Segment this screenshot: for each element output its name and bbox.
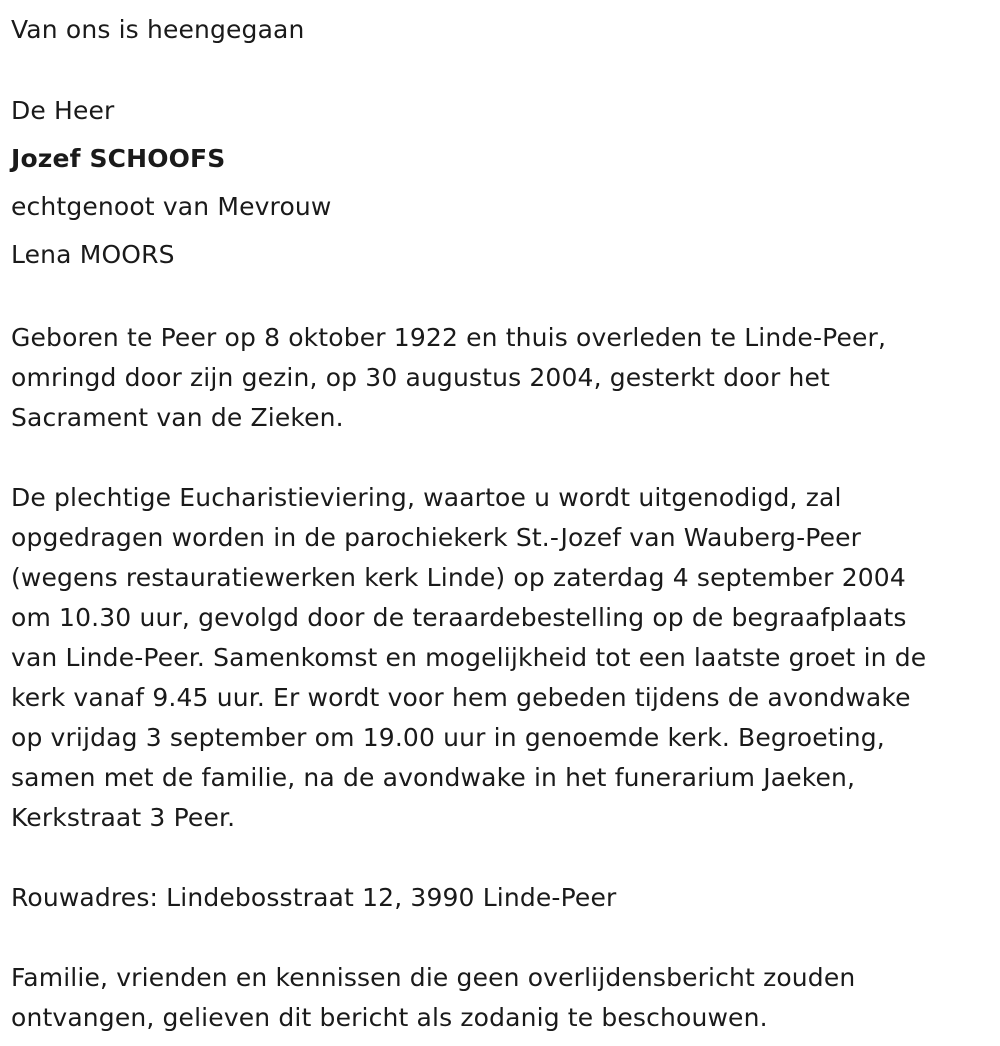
paragraph-line: (wegens restauratiewerken kerk Linde) op zaterdag 4 september 2004 xyxy=(11,563,906,592)
title-text: De Heer xyxy=(11,96,115,125)
paragraph-line: ontvangen, gelieven dit bericht als zodanig te beschouwen. xyxy=(11,1003,768,1032)
paragraph-line: Geboren te Peer op 8 oktober 1922 en thuis overleden te Linde-Peer, xyxy=(11,323,887,352)
paragraph-line: Sacrament van de Zieken. xyxy=(11,403,344,432)
spouse-relation: echtgenoot van Mevrouw xyxy=(11,192,332,221)
paragraph-line: omringd door zijn gezin, op 30 augustus 2004, gesterkt door het xyxy=(11,363,830,392)
paragraph-line: Kerkstraat 3 Peer. xyxy=(11,803,236,832)
paragraph-line: om 10.30 uur, gevolgd door de teraardebestelling op de begraafplaats xyxy=(11,603,907,632)
paragraph-line: samen met de familie, na de avondwake in het funerarium Jaeken, xyxy=(11,763,856,792)
paragraph-line: Familie, vrienden en kennissen die geen overlijdensbericht zouden xyxy=(11,963,856,992)
paragraph-line: opgedragen worden in de parochiekerk St.-Jozef van Wauberg-Peer xyxy=(11,523,862,552)
paragraph-line: kerk vanaf 9.45 uur. Er wordt voor hem gebeden tijdens de avondwake xyxy=(11,683,911,712)
ceremony-paragraph xyxy=(11,478,986,838)
mourning-address: Rouwadres: Lindebosstraat 12, 3990 Linde-Peer xyxy=(11,883,617,912)
address-paragraph xyxy=(11,878,986,918)
paragraph-line: op vrijdag 3 september om 19.00 uur in genoemde kerk. Begroeting, xyxy=(11,723,885,752)
birth-death-paragraph xyxy=(11,318,986,438)
paragraph-line: van Linde-Peer. Samenkomst en mogelijkheid tot een laatste groet in de xyxy=(11,643,927,672)
death-notice xyxy=(11,6,986,1038)
spouse-name: Lena MOORS xyxy=(11,240,175,269)
closing-paragraph xyxy=(11,958,986,1038)
paragraph-line: De plechtige Eucharistieviering, waartoe u wordt uitgenodigd, zal xyxy=(11,483,842,512)
intro-text: Van ons is heengegaan xyxy=(11,15,305,44)
deceased-name: Jozef SCHOOFS xyxy=(11,144,226,173)
